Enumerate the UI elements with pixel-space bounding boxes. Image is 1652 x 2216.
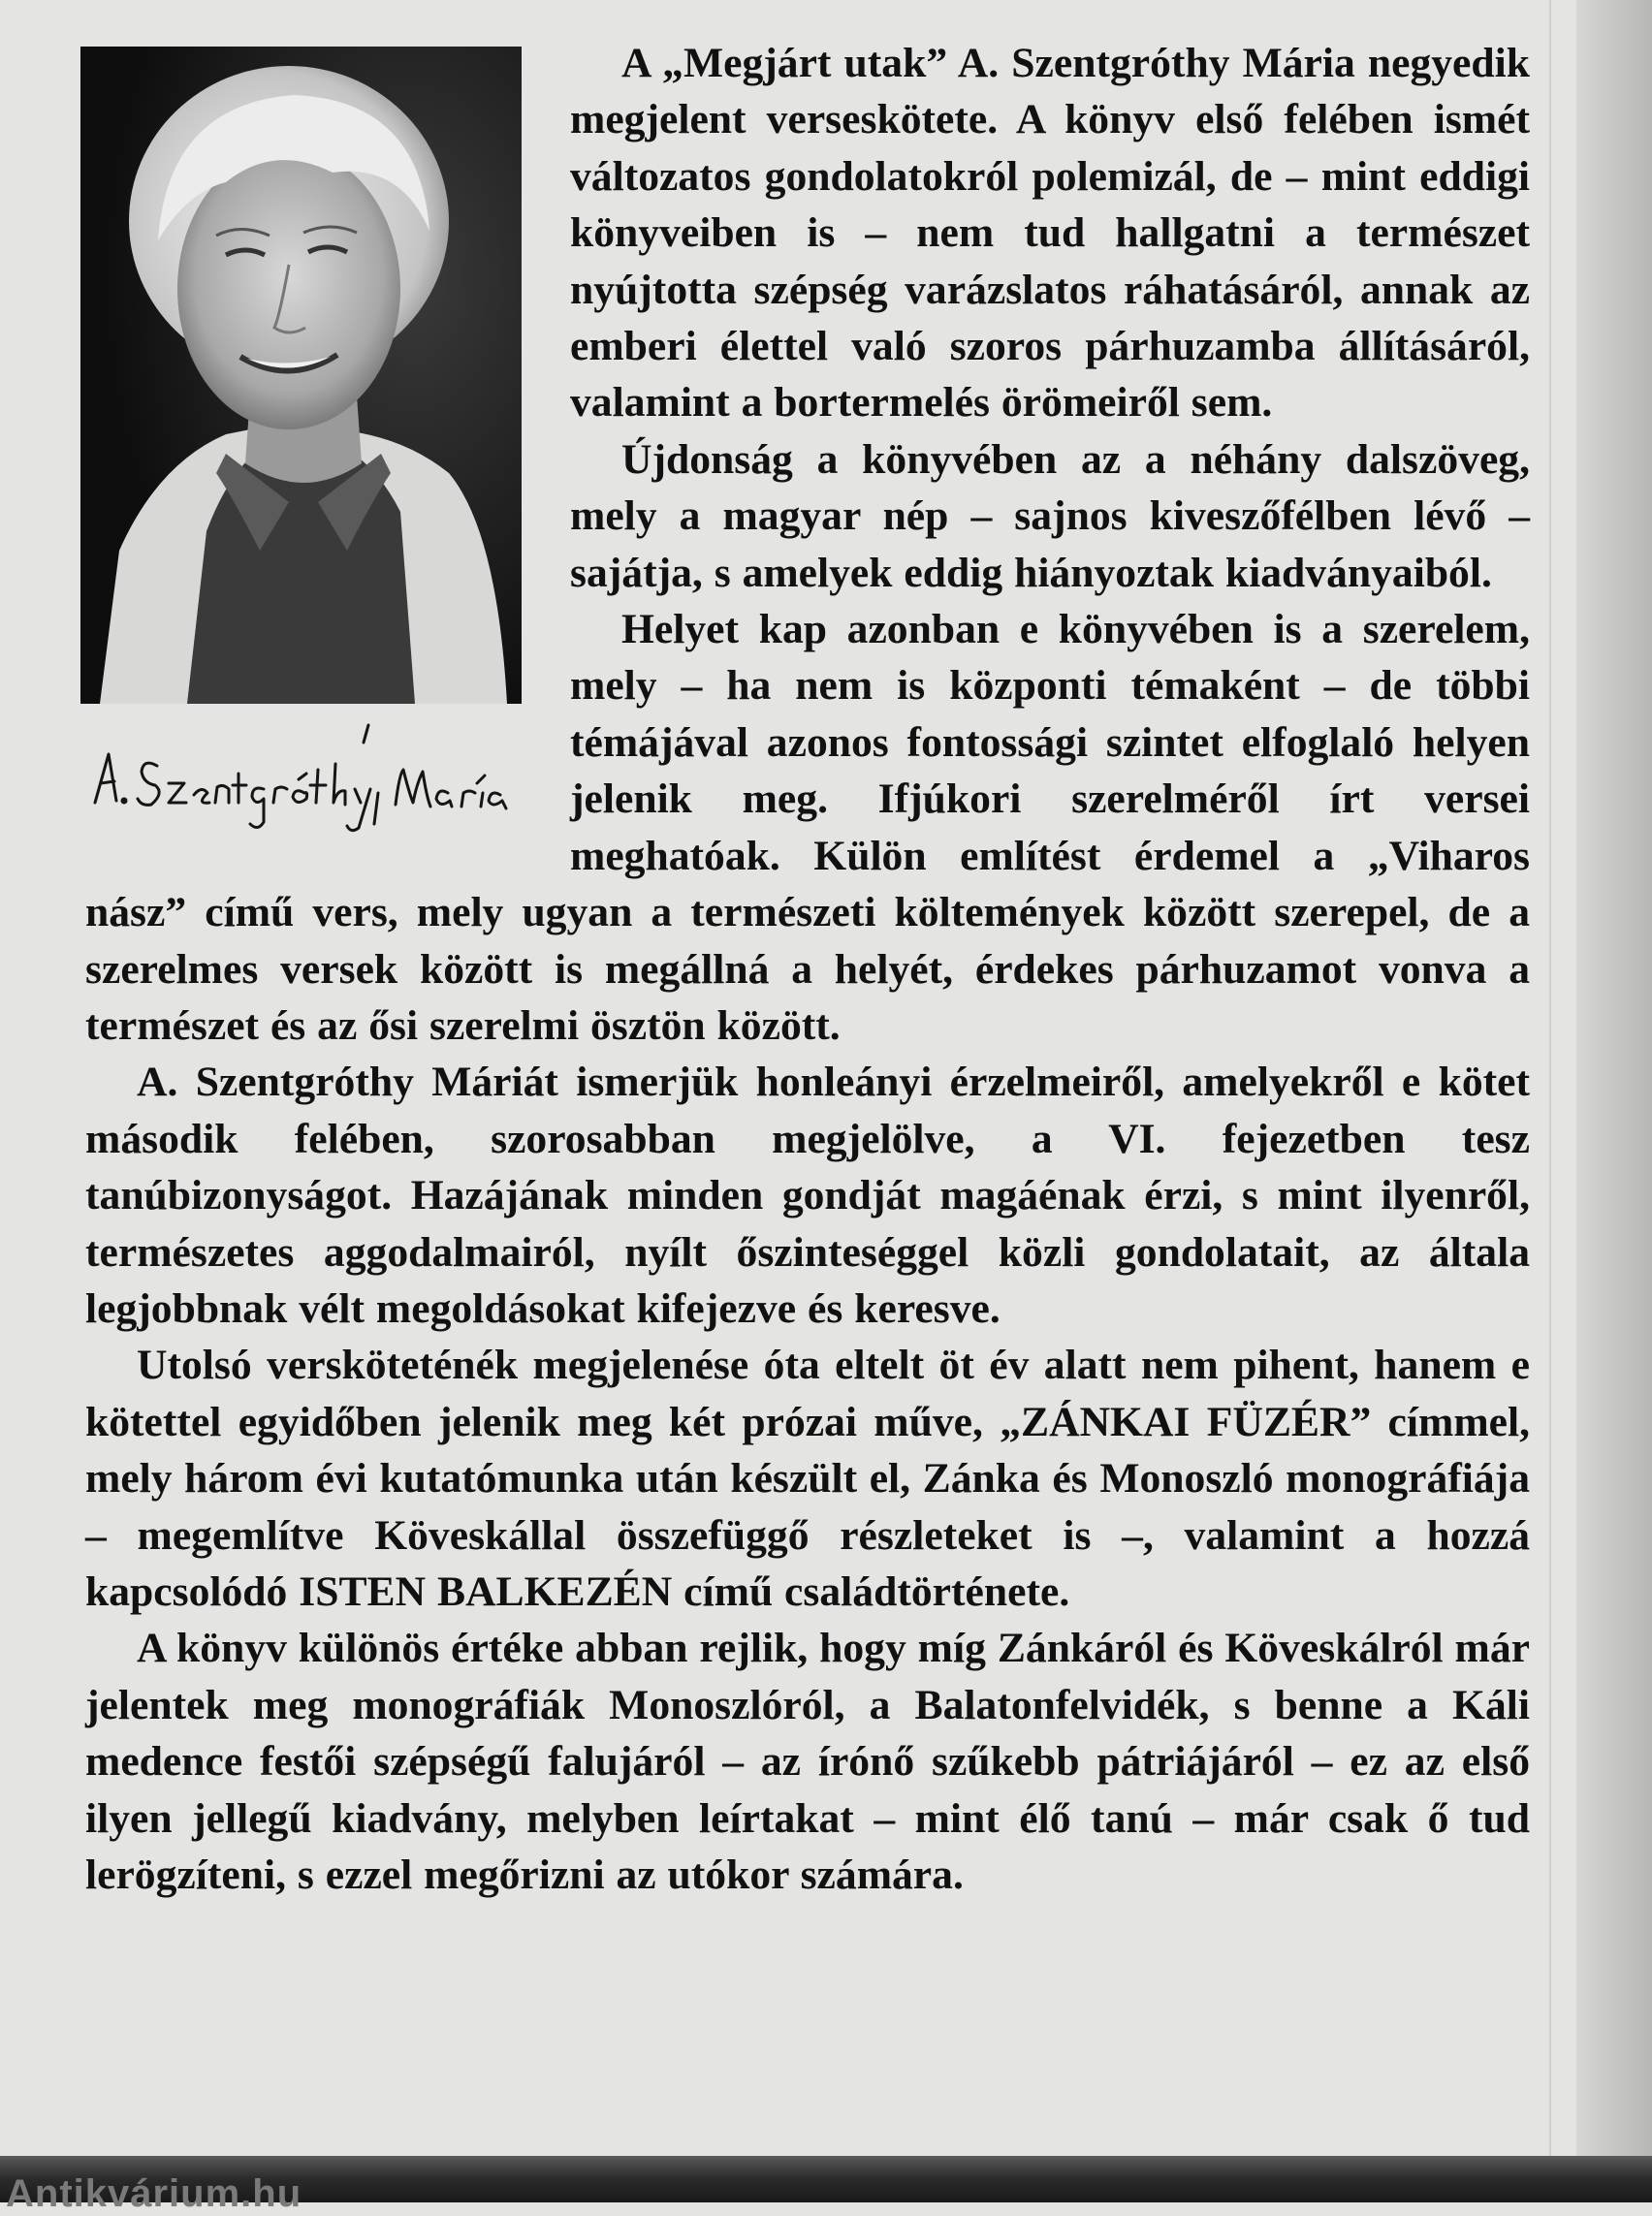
page-bottom-edge	[0, 2156, 1652, 2215]
paragraph-3: Helyet kap azonban e könyvében is a szerelem, mely – ha nem is központi témaként – de többi témájával azonos fontossági szintet elfoglaló helyen jelenik meg. Ifjúkori szerelméről írt versei meghatóak. Külön említést érdemel a „Viharos nász” című vers, mely ugyan a természeti költemények között szerepel, de a szerelmes versek között is megállná a helyét, érdekes párhuzamot vonva a természet és az ősi szerelmi ösztön között.	[85, 606, 1530, 1049]
watermark-text: Antikvárium.hu	[6, 2172, 302, 2215]
article-text	[85, 35, 1530, 1903]
paragraph-1: A „Megjárt utak” A. Szentgróthy Mária negyedik megjelent verseskötete. A könyv első felében ismét változatos gondolatokról polemizál, de – mint eddigi könyveiben is – nem tud hallgatni a természet nyújtotta szépség varázslatos ráhatásáról, annak az emberi élettel való szoros párhuzamba állításáról, valamint a bortermelés örömeiről sem.	[570, 40, 1530, 427]
paragraph-6: A könyv különös értéke abban rejlik, hogy míg Zánkáról és Köveskálról már jelentek meg monográfiák Monoszlóról, a Balatonfelvidék, s benne a Káli medence festői szépségű falujáról – az írónő szűkebb pátriájáról – ez az első ilyen jellegű kiadvány, melyben leírtakat – mint élő tanú – már csak ő tud lerögzíteni, s ezzel megőrizni az utókor számára.	[85, 1625, 1530, 1898]
page-edge-shadow	[1576, 0, 1652, 2202]
paragraph-5: Utolsó versköteténék megjelenése óta eltelt öt év alatt nem pihent, hanem e kötettel egyidőben jelenik meg két prózai műve, „ZÁNKAI FÜZÉR” címmel, mely három évi kutatómunka után készült el, Zánka és Monoszló monográfiája – megemlítve Köveskállal összefüggő részleteket is –, valamint a hozzá kapcsolódó ISTEN BALKEZÉN című családtörténete.	[85, 1342, 1530, 1615]
photo-float-spacer	[85, 35, 570, 879]
paragraph-4: A. Szentgróthy Máriát ismerjük honleányi érzelmeiről, amelyekről e kötet második felében, szorosabban megjelölve, a VI. fejezetben tesz tanúbizonyságot. Hazájának minden gondját magáénak érzi, s mint ilyenről, természetes aggodalmairól, nyílt őszinteséggel közli gondolatait, az általa legjobbnak vélt megoldásokat kifejezve és keresve.	[85, 1059, 1530, 1332]
paragraph-2: Újdonság a könyvében az a néhány dalszöveg, mely a magyar nép – sajnos kiveszőfélben lévő – sajátja, s amelyek eddig hiányoztak kiadványaiból.	[570, 435, 1530, 596]
page-fold-line	[1549, 0, 1551, 2202]
